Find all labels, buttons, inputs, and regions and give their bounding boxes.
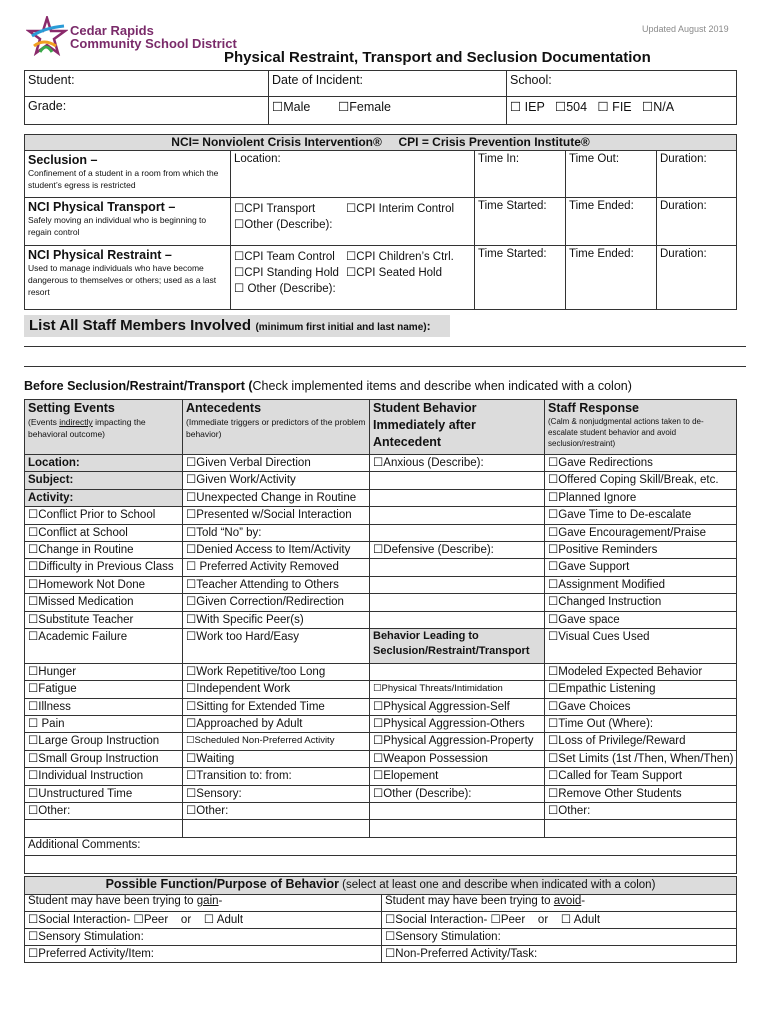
antecedent-cell[interactable]: ☐Transition to: from: xyxy=(183,768,370,785)
cpi-transport-checkbox[interactable]: ☐CPI Transport xyxy=(234,203,316,215)
student-behavior-cell xyxy=(370,524,545,541)
staff-response-cell[interactable]: ☐Remove Other Students xyxy=(545,785,737,802)
header-staff-response: Staff Response (Calm & nonjudgmental actions taken to de-escalate student behavior and avoid seclusion/restraint) xyxy=(545,400,737,455)
antecedent-cell[interactable]: ☐Work too Hard/Easy xyxy=(183,628,370,663)
student-behavior-cell[interactable]: ☐Weapon Possession xyxy=(370,750,545,767)
nci-header: NCI= Nonviolent Crisis Intervention® CPI = Crisis Prevention Institute® xyxy=(25,135,737,151)
student-behavior-cell[interactable]: ☐Physical Aggression-Others xyxy=(370,716,545,733)
setting-event-cell[interactable]: ☐Homework Not Done xyxy=(25,576,183,593)
table-row xyxy=(25,681,737,698)
antecedent-cell[interactable]: ☐Work Repetitive/too Long xyxy=(183,663,370,680)
student-behavior-cell[interactable]: ☐Anxious (Describe): xyxy=(370,455,545,472)
setting-event-cell[interactable]: ☐Small Group Instruction xyxy=(25,750,183,767)
table-row xyxy=(25,716,737,733)
header-setting-events: Setting Events (Events indirectly impacting the behavioral outcome) xyxy=(25,400,183,455)
antecedent-cell[interactable]: ☐Presented w/Social Interaction xyxy=(183,507,370,524)
restraint-cell xyxy=(25,246,231,310)
staff-response-cell[interactable]: ☐Planned Ignore xyxy=(545,489,737,506)
table-row xyxy=(25,820,737,837)
nci-table xyxy=(24,134,737,310)
setting-event-cell[interactable]: ☐Academic Failure xyxy=(25,628,183,663)
program-checkboxes[interactable]: ☐ IEP ☐504 ☐ FIE ☐N/A xyxy=(507,97,737,125)
transport-time-started[interactable]: Time Started: xyxy=(475,198,566,246)
student-behavior-cell xyxy=(370,663,545,680)
antecedent-cell[interactable]: ☐Told “No” by: xyxy=(183,524,370,541)
staff-response-cell[interactable]: ☐Other: xyxy=(545,803,737,820)
staff-response-cell[interactable]: ☐Called for Team Support xyxy=(545,768,737,785)
staff-response-cell[interactable]: ☐Modeled Expected Behavior xyxy=(545,663,737,680)
gain-option[interactable]: ☐Preferred Activity/Item: xyxy=(25,946,382,963)
staff-response-cell[interactable]: ☐Gave Choices xyxy=(545,698,737,715)
student-behavior-cell[interactable]: ☐Physical Aggression-Self xyxy=(370,698,545,715)
table-row xyxy=(25,489,737,506)
seclusion-cell xyxy=(25,151,231,198)
transport-title: NCI Physical Transport – xyxy=(28,200,176,214)
antecedent-cell[interactable]: ☐ Preferred Activity Removed xyxy=(183,559,370,576)
antecedent-cell[interactable]: ☐Given Work/Activity xyxy=(183,472,370,489)
student-behavior-cell xyxy=(370,489,545,506)
gain-option[interactable]: ☐Social Interaction- ☐Peer or ☐ Adult xyxy=(25,912,382,929)
table-row xyxy=(25,768,737,785)
seclusion-duration[interactable]: Duration: xyxy=(657,151,737,198)
before-label-bold: Before Seclusion/Restraint/Transport ( xyxy=(24,379,253,393)
staff-response-cell[interactable]: ☐Gave Encouragement/Praise xyxy=(545,524,737,541)
student-behavior-cell: Behavior Leading to Seclusion/Restraint/Transport xyxy=(370,628,545,663)
additional-comments[interactable]: Additional Comments: xyxy=(25,837,737,855)
table-row xyxy=(25,750,737,767)
setting-event-cell[interactable]: ☐Difficulty in Previous Class xyxy=(25,559,183,576)
transport-time-ended[interactable]: Time Ended: xyxy=(566,198,657,246)
table-row xyxy=(25,628,737,663)
table-row xyxy=(25,611,737,628)
student-behavior-cell xyxy=(370,820,545,837)
restraint-time-ended[interactable]: Time Ended: xyxy=(566,246,657,310)
antecedent-cell[interactable]: ☐Other: xyxy=(183,803,370,820)
staff-response-cell[interactable]: ☐Gave Time to De-escalate xyxy=(545,507,737,524)
seclusion-title: Seclusion – xyxy=(28,153,98,167)
staff-label-colon: : xyxy=(426,319,431,333)
cpi-standing-hold-checkbox[interactable]: ☐CPI Standing Hold xyxy=(234,267,339,279)
before-label-rest: Check implemented items and describe when indicated with a colon) xyxy=(252,379,632,393)
seclusion-desc: Confinement of a student in a room from which the student’s egress is restricted xyxy=(28,168,219,190)
function-table xyxy=(24,876,737,963)
student-behavior-cell xyxy=(370,576,545,593)
table-row xyxy=(25,576,737,593)
table-row xyxy=(25,472,737,489)
staff-response-cell[interactable]: ☐Visual Cues Used xyxy=(545,628,737,663)
table-row xyxy=(25,803,737,820)
gain-header: Student may have been trying to gain- xyxy=(25,895,382,912)
staff-label-title: List All Staff Members Involved xyxy=(29,317,251,334)
table-row xyxy=(25,733,737,750)
table-row xyxy=(25,507,737,524)
avoid-header: Student may have been trying to avoid- xyxy=(382,895,737,912)
staff-response-cell[interactable]: ☐Gave Support xyxy=(545,559,737,576)
staff-response-cell[interactable]: ☐Assignment Modified xyxy=(545,576,737,593)
setting-event-cell xyxy=(25,820,183,837)
staff-response-cell xyxy=(545,820,737,837)
student-behavior-cell[interactable]: ☐Other (Describe): xyxy=(370,785,545,802)
student-behavior-cell xyxy=(370,803,545,820)
setting-event-cell[interactable]: ☐Change in Routine xyxy=(25,541,183,558)
staff-response-cell[interactable]: ☐Changed Instruction xyxy=(545,594,737,611)
staff-response-cell[interactable]: ☐Loss of Privilege/Reward xyxy=(545,733,737,750)
seclusion-time-out[interactable]: Time Out: xyxy=(566,151,657,198)
seclusion-time-in[interactable]: Time In: xyxy=(475,151,566,198)
staff-label xyxy=(24,315,450,337)
restraint-options xyxy=(231,246,475,310)
table-row xyxy=(25,663,737,680)
avoid-option[interactable]: ☐Sensory Stimulation: xyxy=(382,929,737,946)
table-row xyxy=(25,912,737,929)
student-behavior-cell xyxy=(370,611,545,628)
staff-response-cell[interactable]: ☐Gave space xyxy=(545,611,737,628)
student-behavior-cell[interactable]: ☐Physical Threats/Intimidation xyxy=(370,681,545,698)
restraint-desc: Used to manage individuals who have become dangerous to themselves or others; used as a last resort xyxy=(28,263,217,297)
setting-event-cell[interactable]: ☐Conflict at School xyxy=(25,524,183,541)
restraint-title: NCI Physical Restraint – xyxy=(28,248,172,262)
cpi-interim-control-checkbox[interactable]: ☐CPI Interim Control xyxy=(346,203,455,215)
staff-response-cell[interactable]: ☐Offered Coping Skill/Break, etc. xyxy=(545,472,737,489)
staff-response-cell[interactable]: ☐Positive Reminders xyxy=(545,541,737,558)
additional-comments-line[interactable] xyxy=(25,855,737,873)
student-field[interactable]: Student: xyxy=(25,71,269,97)
table-row xyxy=(25,541,737,558)
setting-event-cell[interactable]: ☐Other: xyxy=(25,803,183,820)
logo xyxy=(26,16,237,56)
setting-event-cell[interactable]: ☐ Pain xyxy=(25,716,183,733)
transport-other-checkbox[interactable]: ☐Other (Describe): xyxy=(234,219,333,231)
behavior-grid xyxy=(24,399,737,874)
staff-response-cell[interactable]: ☐Time Out (Where): xyxy=(545,716,737,733)
table-row xyxy=(25,559,737,576)
transport-desc: Safely moving an individual who is beginning to regain control xyxy=(28,215,207,237)
grade-field[interactable]: Grade: xyxy=(25,97,269,125)
antecedent-cell[interactable]: ☐Teacher Attending to Others xyxy=(183,576,370,593)
school-field[interactable]: School: xyxy=(507,71,737,97)
staff-response-cell[interactable]: ☐Empathic Listening xyxy=(545,681,737,698)
student-info-table xyxy=(24,70,737,125)
transport-cell xyxy=(25,198,231,246)
table-row xyxy=(25,785,737,802)
table-row xyxy=(25,698,737,715)
student-behavior-cell xyxy=(370,507,545,524)
date-field[interactable]: Date of Incident: xyxy=(269,71,507,97)
setting-event-cell[interactable]: ☐Conflict Prior to School xyxy=(25,507,183,524)
page-title: Physical Restraint, Transport and Seclusion Documentation xyxy=(224,49,651,66)
staff-response-cell[interactable]: ☐Set Limits (1st /Then, When/Then) xyxy=(545,750,737,767)
avoid-option[interactable]: ☐Non-Preferred Activity/Task: xyxy=(382,946,737,963)
antecedent-cell[interactable]: ☐Approached by Adult xyxy=(183,716,370,733)
setting-event-cell[interactable]: ☐Large Group Instruction xyxy=(25,733,183,750)
seclusion-location[interactable]: Location: xyxy=(231,151,475,198)
antecedent-cell[interactable]: ☐Given Correction/Redirection xyxy=(183,594,370,611)
transport-duration[interactable]: Duration: xyxy=(657,198,737,246)
header-antecedents: Antecedents (Immediate triggers or predictors of the problem behavior) xyxy=(183,400,370,455)
updated-date: Updated August 2019 xyxy=(642,24,729,34)
setting-event-cell[interactable]: Subject: xyxy=(25,472,183,489)
student-behavior-cell[interactable]: ☐Elopement xyxy=(370,768,545,785)
antecedent-cell xyxy=(183,820,370,837)
antecedent-cell[interactable]: ☐Scheduled Non-Preferred Activity xyxy=(183,733,370,750)
restraint-other-checkbox[interactable]: ☐ Other (Describe): xyxy=(234,283,336,295)
antecedent-cell[interactable]: ☐With Specific Peer(s) xyxy=(183,611,370,628)
star-logo-icon xyxy=(26,16,68,56)
setting-event-cell[interactable]: ☐Individual Instruction xyxy=(25,768,183,785)
antecedent-cell[interactable]: ☐Independent Work xyxy=(183,681,370,698)
staff-line-2[interactable] xyxy=(24,366,746,367)
cpi-team-control-checkbox[interactable]: ☐CPI Team Control xyxy=(234,251,335,263)
student-behavior-cell[interactable]: ☐Physical Aggression-Property xyxy=(370,733,545,750)
antecedent-cell[interactable]: ☐Waiting xyxy=(183,750,370,767)
restraint-duration[interactable]: Duration: xyxy=(657,246,737,310)
table-row xyxy=(25,929,737,946)
setting-event-cell[interactable]: Activity: xyxy=(25,489,183,506)
staff-response-cell[interactable]: ☐Gave Redirections xyxy=(545,455,737,472)
logo-line-1: Cedar Rapids xyxy=(70,23,154,38)
gain-option[interactable]: ☐Sensory Stimulation: xyxy=(25,929,382,946)
logo-line-2: Community School District xyxy=(70,36,237,51)
setting-event-cell[interactable]: ☐Unstructured Time xyxy=(25,785,183,802)
antecedent-cell[interactable]: ☐Given Verbal Direction xyxy=(183,455,370,472)
staff-line-1[interactable] xyxy=(24,346,746,347)
gender-checkboxes[interactable]: ☐Male ☐Female xyxy=(269,97,507,125)
restraint-time-started[interactable]: Time Started: xyxy=(475,246,566,310)
setting-event-cell[interactable]: ☐Fatigue xyxy=(25,681,183,698)
student-behavior-cell[interactable]: ☐Defensive (Describe): xyxy=(370,541,545,558)
setting-event-cell[interactable]: ☐Illness xyxy=(25,698,183,715)
antecedent-cell[interactable]: ☐Denied Access to Item/Activity xyxy=(183,541,370,558)
setting-event-cell[interactable]: ☐Substitute Teacher xyxy=(25,611,183,628)
table-row xyxy=(25,524,737,541)
setting-event-cell[interactable]: ☐Missed Medication xyxy=(25,594,183,611)
antecedent-cell[interactable]: ☐Sitting for Extended Time xyxy=(183,698,370,715)
table-row xyxy=(25,946,737,963)
student-behavior-cell xyxy=(370,472,545,489)
cpi-seated-hold-checkbox[interactable]: ☐CPI Seated Hold xyxy=(346,267,442,279)
antecedent-cell[interactable]: ☐Sensory: xyxy=(183,785,370,802)
transport-options xyxy=(231,198,475,246)
antecedent-cell[interactable]: ☐Unexpected Change in Routine xyxy=(183,489,370,506)
avoid-option[interactable]: ☐Social Interaction- ☐Peer or ☐ Adult xyxy=(382,912,737,929)
table-row xyxy=(25,455,737,472)
table-row xyxy=(25,594,737,611)
function-header: Possible Function/Purpose of Behavior (select at least one and describe when indicated with a colon) xyxy=(25,877,737,895)
setting-event-cell[interactable]: Location: xyxy=(25,455,183,472)
before-label xyxy=(24,379,632,393)
header-student-behavior: Student Behavior Immediately after Antecedent xyxy=(370,400,545,455)
setting-event-cell[interactable]: ☐Hunger xyxy=(25,663,183,680)
staff-label-note: (minimum first initial and last name) xyxy=(255,322,427,333)
student-behavior-cell xyxy=(370,594,545,611)
cpi-childrens-control-checkbox[interactable]: ☐CPI Children’s Ctrl. xyxy=(346,251,454,263)
student-behavior-cell xyxy=(370,559,545,576)
